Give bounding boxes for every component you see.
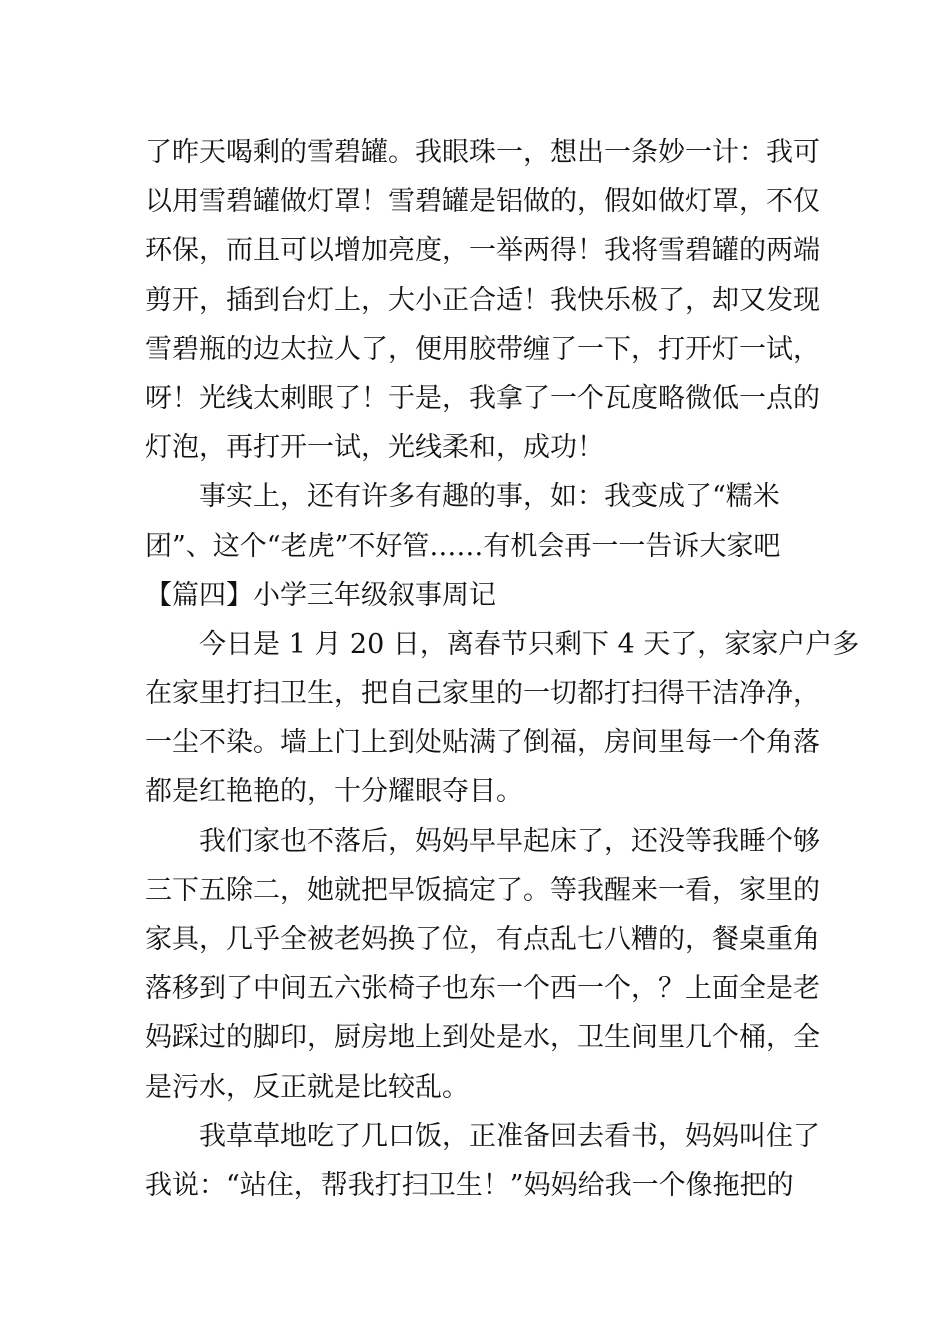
text-line: 我们家也不落后，妈妈早早起床了，还没等我睡个够	[199, 825, 820, 857]
text-line: 在家里打扫卫生，把自己家里的一切都打扫得干洁净净，	[145, 678, 820, 710]
text-line: 剪开，插到台灯上，大小正合适！我快乐极了，却又发现	[145, 284, 820, 316]
document-body	[145, 128, 860, 1210]
text-line: 雪碧瓶的边太拉人了，便用胶带缠了一下，打开灯一试，	[145, 333, 820, 365]
text-line: 妈踩过的脚印，厨房地上到处是水，卫生间里几个桶，全	[145, 1022, 820, 1054]
text-line: 是污水，反正就是比较乱。	[145, 1071, 469, 1103]
text-line: 三下五除二，她就把早饭搞定了。等我醒来一看，家里的	[145, 874, 820, 906]
text-line: 我说：“站住，帮我打扫卫生！”妈妈给我一个像拖把的	[145, 1169, 794, 1201]
text-line: 落移到了中间五六张椅子也东一个西一个，？上面全是老	[145, 973, 820, 1005]
text-line: 我草草地吃了几口饭，正准备回去看书，妈妈叫住了	[199, 1120, 820, 1152]
text-line: 事实上，还有许多有趣的事，如：我变成了“糯米	[199, 481, 780, 513]
text-line: 一尘不染。墙上门上到处贴满了倒福，房间里每一个角落	[145, 727, 820, 759]
text-line: 今日是 1 月 20 日，离春节只剩下 4 天了，家家户户多	[199, 628, 860, 660]
text-line: 环保，而且可以增加亮度，一举两得！我将雪碧罐的两端	[145, 235, 820, 267]
text-line: 以用雪碧罐做灯罩！雪碧罐是铝做的，假如做灯罩，不仅	[145, 186, 820, 218]
text-line: 家具，几乎全被老妈换了位，有点乱七八糟的，餐桌重角	[145, 924, 820, 955]
section-heading: 【篇四】小学三年级叙事周记	[145, 579, 496, 611]
text-line: 团”、这个“老虎”不好管……有机会再一一告诉大家吧	[145, 530, 781, 562]
text-line: 了昨天喝剩的雪碧罐。我眼珠一，想出一条妙一计：我可	[145, 137, 820, 168]
text-line: 都是红艳艳的，十分耀眼夺目。	[145, 776, 523, 808]
text-line: 呀！光线太刺眼了！于是，我拿了一个瓦度略微低一点的	[145, 382, 820, 414]
text-line: 灯泡，再打开一试，光线柔和，成功！	[145, 432, 604, 464]
